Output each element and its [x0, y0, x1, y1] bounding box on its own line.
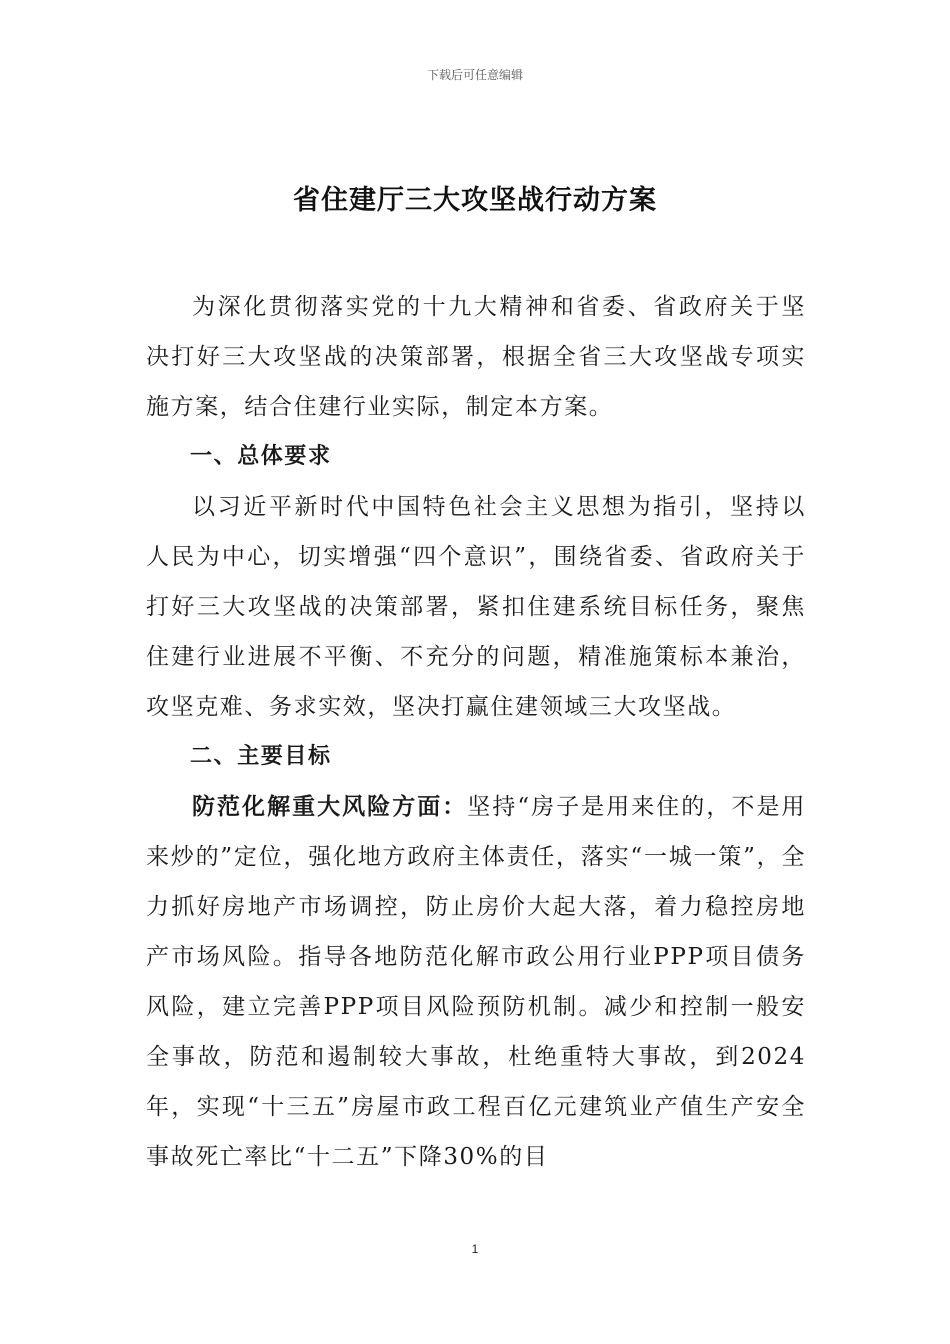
- main-goals-paragraph: [146, 782, 806, 1182]
- general-requirements-paragraph: 以习近平新时代中国特色社会主义思想为指引，坚持以人民为中心，切实增强“四个意识”，围绕省委、省政府关于打好三大攻坚战的决策部署，紧扣住建系统目标任务，聚焦住建行业进展不平衡、不充分的问题，精准施策标本兼治，攻坚克难、务求实效，坚决打赢住建领域三大攻坚战。: [146, 494, 806, 720]
- intro-paragraph: 为深化贯彻落实党的十九大精神和省委、省政府关于坚决打好三大攻坚战的决策部署，根据全省三大攻坚战专项实施方案，结合住建行业实际，制定本方案。: [146, 294, 806, 420]
- section-heading-main-goals: 二、主要目标: [190, 744, 332, 769]
- page-number: 1: [471, 1242, 479, 1256]
- document-title: 省住建厅三大攻坚战行动方案: [293, 185, 657, 216]
- risk-prevention-lead: 防范化解重大风险方面：: [192, 793, 468, 820]
- document-body: [146, 282, 806, 1182]
- page-header-note: 下载后可任意编辑: [426, 68, 523, 82]
- risk-prevention-body: 坚持“房子是用来住的，不是用来炒的”定位，强化地方政府主体责任，落实“一城一策”，全力抓好房地产市场调控，防止房价大起大落，着力稳控房地产市场风险。指导各地防范化解市政公用行业PPP项目债务风险，建立完善PPP项目风险预防机制。减少和控制一般安全事故，防范和遏制较大事故，杜绝重特大事故，到2024年，实现“十三五”房屋市政工程百亿元建筑业产值生产安全事故死亡率比“十二五”下降30%的目: [146, 794, 806, 1170]
- section-heading-general-requirements: 一、总体要求: [190, 444, 332, 469]
